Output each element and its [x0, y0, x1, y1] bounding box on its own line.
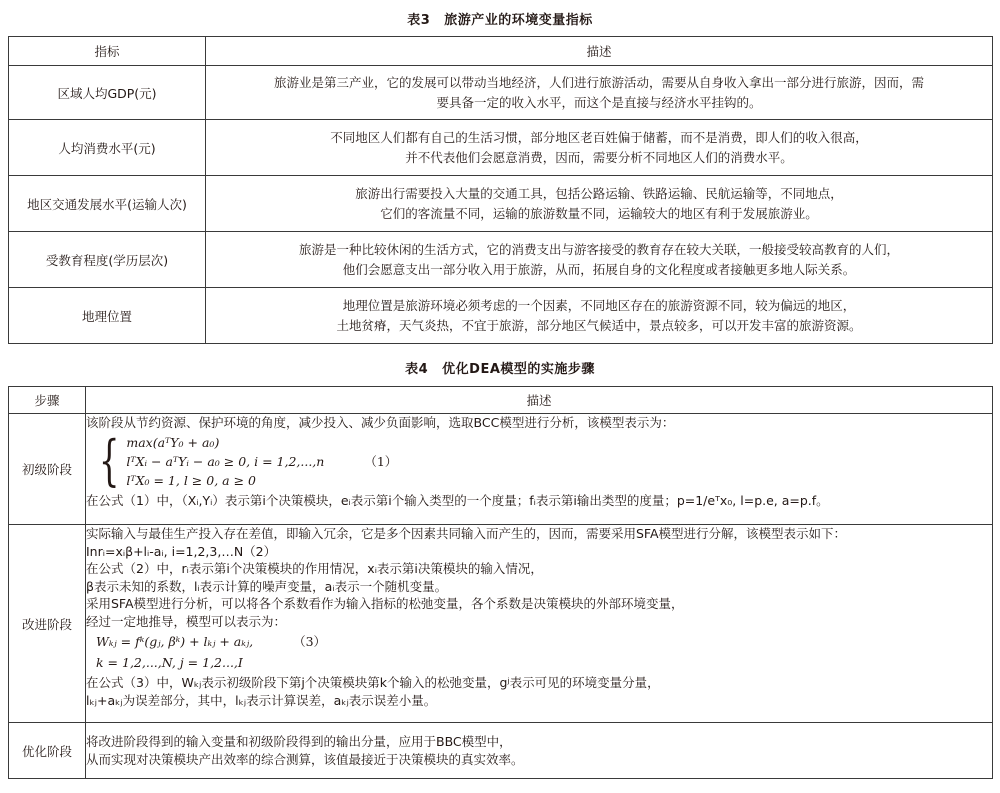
- table4-title-text: 优化DEA模型的实施步骤: [442, 362, 595, 377]
- table4-header-step: 步骤: [9, 387, 86, 414]
- table4-header-row: [9, 387, 993, 414]
- desc-line: lₖⱼ+aₖⱼ为误差部分，其中，lₖⱼ表示计算误差，aₖⱼ表示误差小量。: [86, 692, 437, 708]
- step-label: 优化阶段: [9, 723, 86, 779]
- desc-line: 在公式（1）中，（Xᵢ,Yᵢ）表示第i个决策模块，eᵢ表示第i个输入类型的一个度量；fᵢ表示第i输出类型的度量；p=1/eᵀx₀, l=p.e, a=p.f。: [86, 492, 829, 508]
- brace-glyph: {: [98, 429, 120, 492]
- step-label: 初级阶段: [9, 414, 86, 525]
- table4-number: 表4: [405, 362, 429, 377]
- indicator-cell: 人均消费水平(元): [9, 120, 206, 176]
- table-row: [9, 176, 993, 232]
- step-label: 改进阶段: [9, 525, 86, 723]
- table4: [8, 386, 993, 779]
- desc-cell: [206, 288, 993, 344]
- indicator-cell: 受教育程度(学历层次): [9, 232, 206, 288]
- desc-line: 实际输入与最佳生产投入存在差值，即输入冗余，它是多个因素共同输入而产生的，因而，需要采用SFA模型进行分解，该模型表示如下：: [86, 526, 847, 541]
- desc-cell: [86, 414, 993, 525]
- equation-number: （3）: [293, 634, 327, 649]
- desc-cell: [206, 232, 993, 288]
- table-row: [9, 288, 993, 344]
- desc-line: 并不代表他们会愿意消费，因而，需要分析不同地区人们的消费水平。: [405, 149, 793, 165]
- table3-header-desc: 描述: [206, 37, 993, 66]
- desc-cell: [86, 723, 993, 779]
- desc-line: 土地贫瘠，天气炎热，不宜于旅游，部分地区气候适中，景点较多，可以开发丰富的旅游资源。: [336, 317, 862, 333]
- desc-cell: [86, 525, 993, 723]
- desc-line: 在公式（2）中，rᵢ表示第i个决策模块的作用情况，xᵢ表示第i决策模块的输入情况，: [86, 561, 543, 576]
- table3-title-text: 旅游产业的环境变量指标: [444, 13, 593, 28]
- desc-line: 从而实现对决策模块产出效率的综合测算，该值最接近于决策模块的真实效率。: [86, 751, 524, 767]
- desc-line: 要具备一定的收入水平，而这个是直接与经济水平挂钩的。: [436, 94, 762, 110]
- desc-line: 他们会愿意支出一部分收入用于旅游，从而，拓展自身的文化程度或者接触更多地人际关系。: [342, 261, 856, 277]
- indicator-cell: 区域人均GDP(元): [9, 66, 206, 120]
- desc-line: 该阶段从节约资源、保护环境的角度，减少投入、减少负面影响，选取BCC模型进行分析，该模型表示为：: [86, 415, 675, 430]
- desc-line: 地理位置是旅游环境必须考虑的一个因素，不同地区存在的旅游资源不同，较为偏远的地区，: [342, 297, 856, 313]
- desc-line: 经过一定地推导，模型可以表示为：: [86, 613, 287, 629]
- equation-number: （1）: [364, 453, 398, 469]
- table3-title: [0, 9, 1000, 28]
- table-row: [9, 120, 993, 176]
- desc-line: 采用SFA模型进行分析，可以将各个系数看作为输入指标的松弛变量，各个系数是决策模块的外部环境变量，: [86, 596, 684, 611]
- table3-header-row: [9, 37, 993, 66]
- indicator-cell: 地理位置: [9, 288, 206, 344]
- indicator-cell: 地区交通发展水平(运输人次): [9, 176, 206, 232]
- table-row: [9, 723, 993, 779]
- desc-line: 不同地区人们都有自己的生活习惯，部分地区老百姓偏于储蓄，而不是消费，即人们的收入很高，: [330, 129, 868, 145]
- desc-line: 它们的客流量不同，运输的旅游数量不同，运输较大的地区有利于发展旅游业。: [380, 205, 818, 221]
- equation-line: lᵀX₀ = 1, l ≥ 0, a ≥ 0: [126, 472, 256, 488]
- table-row: [9, 414, 993, 525]
- desc-cell: [206, 176, 993, 232]
- desc-line: 旅游业是第三产业，它的发展可以带动当地经济，人们进行旅游活动，需要从自身收入拿出一部分进行旅游，因而，需: [273, 74, 924, 90]
- equation-3: [96, 631, 992, 673]
- desc-line: 在公式（3）中，Wₖⱼ表示初级阶段下第j个决策模块第k个输入的松弛变量，gʲ表示可见的环境变量分量，: [86, 675, 660, 690]
- table4-header-desc: 描述: [86, 387, 993, 414]
- table-row: [9, 232, 993, 288]
- equation-line: Wₖⱼ = fᵏ(gⱼ, βᵏ) + lₖⱼ + aₖⱼ, （3）: [96, 634, 327, 649]
- table3: [8, 36, 993, 344]
- desc-line: Inrᵢ=xᵢβ+lᵢ-aᵢ, i=1,2,3,…N（2）: [86, 543, 277, 559]
- desc-line: β表示未知的系数，lᵢ表示计算的噪声变量，aᵢ表示一个随机变量。: [86, 578, 448, 594]
- desc-cell: [206, 66, 993, 120]
- table4-title: [0, 358, 1000, 377]
- equation-line: max(aᵀY₀ + a₀): [126, 434, 220, 450]
- table-row: [9, 66, 993, 120]
- desc-line: 旅游是一种比较休闲的生活方式，它的消费支出与游客接受的教育存在较大关联，一般接受较高教育的人们，: [298, 241, 899, 257]
- desc-line: 将改进阶段得到的输入变量和初级阶段得到的输出分量，应用于BBC模型中，: [86, 734, 512, 749]
- table3-header-indicator: 指标: [9, 37, 206, 66]
- equation-line: k = 1,2,...,N, j = 1,2...,I: [96, 655, 243, 670]
- table3-number: 表3: [407, 13, 431, 28]
- equation-line: lᵀXᵢ − aᵀYᵢ − a₀ ≥ 0, i = 1,2,...,n （1）: [126, 453, 398, 469]
- desc-line: 旅游出行需要投入大量的交通工具，包括公路运输、铁路运输、民航运输等，不同地点，: [355, 185, 843, 201]
- equation-1: [92, 429, 992, 492]
- table-row: [9, 525, 993, 723]
- desc-cell: [206, 120, 993, 176]
